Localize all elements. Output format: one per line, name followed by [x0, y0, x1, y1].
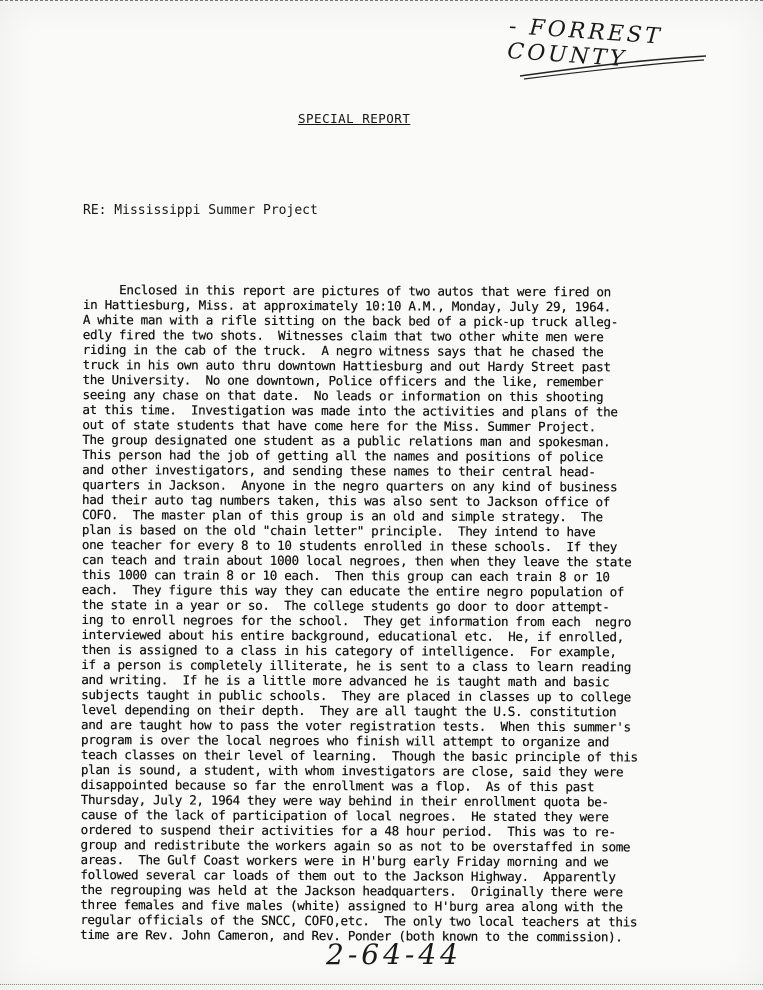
county-annotation: - FORREST COUNTY [506, 14, 664, 73]
county-underline [518, 54, 708, 80]
scan-bottom-edge [0, 984, 763, 987]
subject-line: RE: Mississippi Summer Project [83, 203, 318, 218]
report-body: Enclosed in this report are pictures of two autos that were fired on in Hattiesburg, Miss. at approximately 10:10 A.M., Monday, July 29, 1964. A white man with a rifle sitting on the back bed of a pick-up truck alleg- edly fired the two shots. Witnesses claim that two other white men were riding in the cab of the truck. A negro witness says that he chased the truck in his own auto thru downtown Hattiesburg and out Hardy Street past the University. No one downtown, Police officers and the like, remember seeing any chase on that date. No leads or information on this shooting at this time. Investigation was made into the activities and plans of the out of state students that have come here for the Miss. Summer Project. The group designated one student as a public relations man and spokesman. This person had the job of getting all the names and positions of police and other investigators, and sending these names to their central head- quarters in Jackson. Anyone in the negro quarters on any kind of business had their auto tag numbers taken, this was also sent to Jackson office of COFO. The master plan of this group is an old and simple strategy. The plan is based on the old "chain letter" principle. They intend to have one teacher for every 8 to 10 students enrolled in these schools. If they can teach and train about 1000 local negroes, then when they leave the state this 1000 can train 8 or 10 each. Then this group can each train 8 or 10 each. They figure this way they can educate the entire negro population of the state in a year or so. The college students go door to door attempt- ing to enroll negroes for the school. They get information from each negro interviewed about his entire background, educational etc. He, if enrolled, then is assigned to a class in his category of intelligence. For example, if a person is completely illiterate, he is sent to a class to learn reading and writing. If he is a little more advanced he is taught math and basic subjects taught in public schools. They are placed in classes up to college level depending on their depth. They are all taught the U.S. constitution and are taught how to pass the voter registration tests. When this summer's program is over the local negroes who finish will attempt to organize and teach classes on their level of learning. Though the basic principle of this plan is sound, a student, with whom investigators are close, said they were disappointed because so far the enrollment was a flop. As of this past Thursday, July 2, 1964 they were way behind in their enrollment quota be- cause of the lack of participation of local negroes. He stated they were ordered to suspend their activities for a 48 hour period. This was to re- group and redistribute the workers again so as not to be overstaffed in some areas. The Gulf Coast workers were in H'burg early Friday morning and we followed several car loads of them out to the Jackson Highway. Apparently the regrouping was held at the Jackson headquarters. Originally there were three females and five males (white) assigned to H'burg area along with the regular officials of the SNCC, COFO,etc. The only two local teachers at this time are Rev. John Cameron, and Rev. Ponder (both known to the commission). [80, 282, 638, 945]
scan-top-edge [0, 0, 763, 4]
document-number-annotation: 2-64-44 [326, 938, 462, 971]
report-title: SPECIAL REPORT [298, 111, 411, 126]
